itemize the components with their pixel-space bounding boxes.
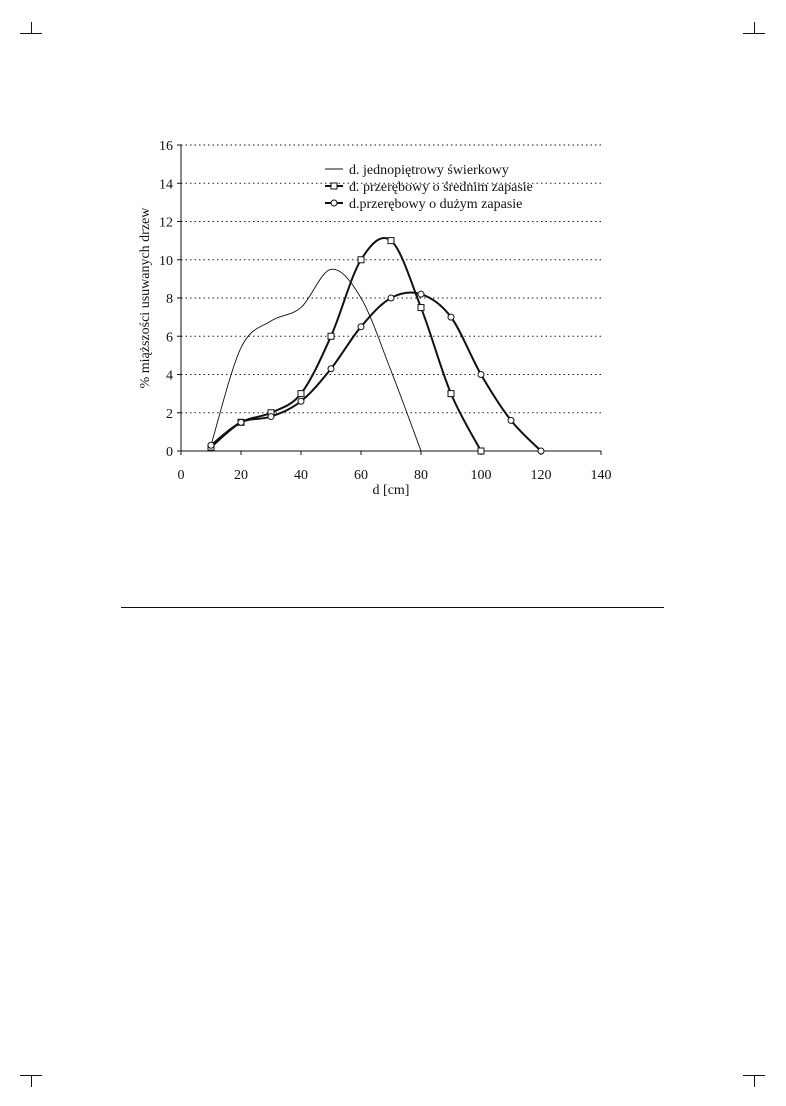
data-point <box>358 257 364 263</box>
crop-mark-bottom-right-v <box>754 1075 755 1087</box>
y-tick-label: 12 <box>159 215 173 231</box>
legend-label: d.przerębowy o dużym zapasie <box>349 197 523 212</box>
legend-label: d. przerębowy o średnim zapasie <box>349 180 533 195</box>
data-point <box>418 291 424 297</box>
y-tick-label: 0 <box>166 445 173 460</box>
data-point <box>448 314 454 320</box>
legend-marker <box>331 200 337 206</box>
data-point <box>478 372 484 378</box>
x-axis-label: d [cm] <box>372 483 410 498</box>
legend-item <box>325 163 509 178</box>
x-tick-label: 60 <box>354 468 368 483</box>
data-point <box>358 324 364 330</box>
x-tick-label: 40 <box>294 468 308 483</box>
legend <box>325 163 533 212</box>
x-tick-label: 120 <box>530 468 552 483</box>
data-point <box>478 448 484 454</box>
y-tick-label: 14 <box>159 177 173 193</box>
x-tick-label: 0 <box>177 468 185 483</box>
x-tick-label: 140 <box>590 468 612 483</box>
legend-item <box>325 197 522 212</box>
data-point <box>238 419 244 425</box>
data-point <box>538 448 544 454</box>
data-point <box>208 442 214 448</box>
footnote-divider <box>121 607 664 608</box>
crop-mark-bottom-left-v <box>31 1075 32 1087</box>
series-layer <box>208 238 544 454</box>
data-point <box>388 295 394 301</box>
y-tick-label: 2 <box>166 406 173 422</box>
data-point <box>448 391 454 397</box>
data-point <box>328 333 334 339</box>
legend-label: d. jednopiętrowy świerkowy <box>349 163 509 178</box>
data-point <box>298 398 304 404</box>
y-tick-label: 8 <box>166 292 173 307</box>
data-point <box>388 238 394 244</box>
x-tick-label: 20 <box>234 468 248 483</box>
y-tick-label: 4 <box>166 368 173 384</box>
y-tick-label: 10 <box>159 253 173 269</box>
series-3 <box>208 291 544 454</box>
y-axis-label: % miąższości usuwanych drzew <box>138 207 153 389</box>
data-point <box>508 417 514 423</box>
data-point <box>328 366 334 372</box>
data-point <box>298 391 304 397</box>
legend-marker <box>331 183 337 189</box>
series-line <box>211 293 541 451</box>
y-tick-label: 6 <box>166 330 173 346</box>
data-point <box>418 305 424 311</box>
x-tick-label: 100 <box>470 468 492 483</box>
x-tick-label: 80 <box>414 468 428 483</box>
data-point <box>268 414 274 420</box>
y-tick-label: 16 <box>159 139 173 154</box>
legend-item <box>325 180 533 195</box>
